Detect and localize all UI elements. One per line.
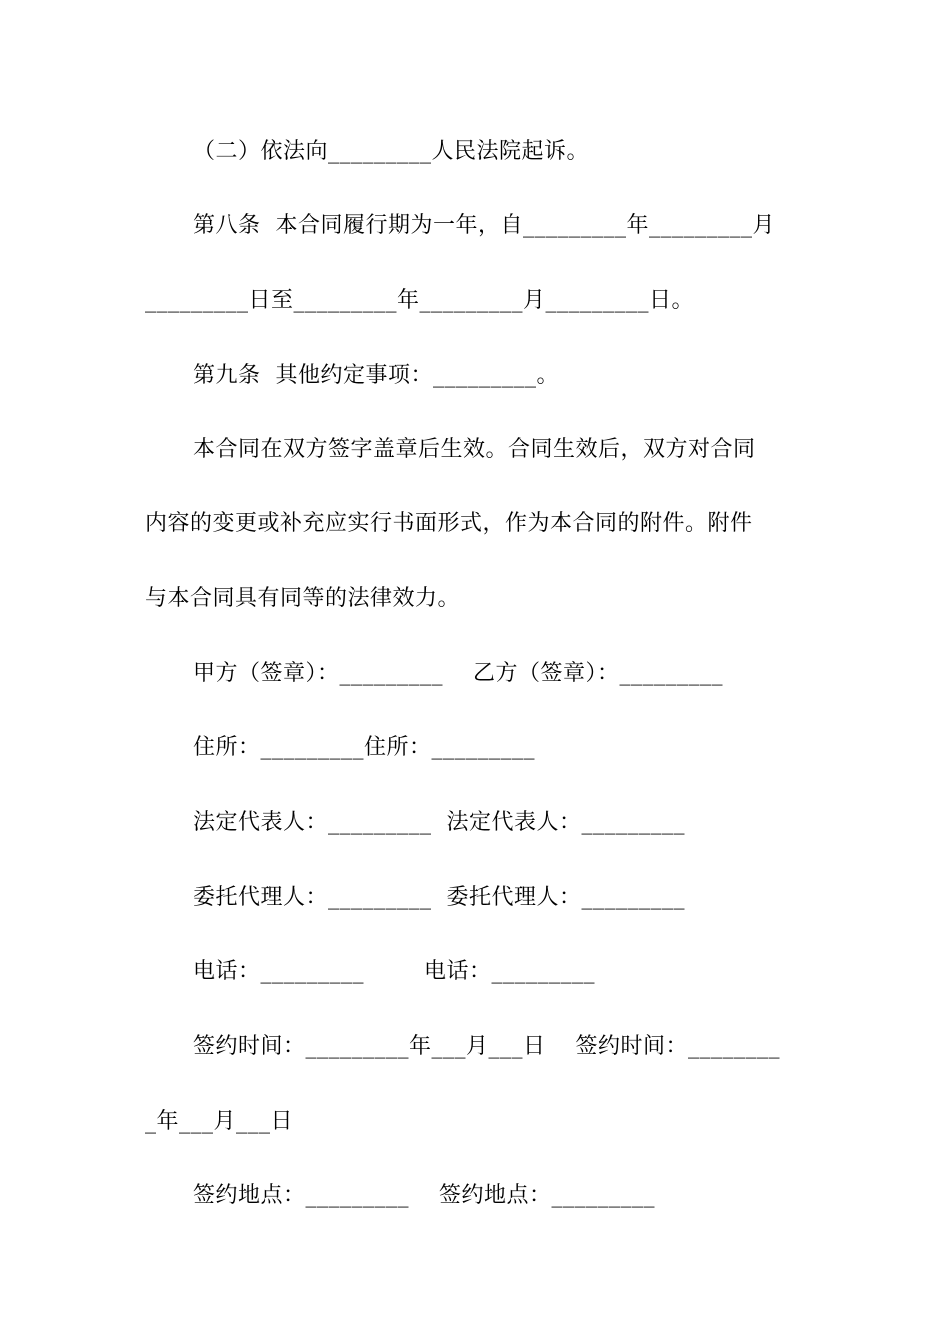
article-8-line-2: _________日至_________年_________月_________日。 (145, 288, 695, 313)
article-8-line-1: 第八条 本合同履行期为一年，自_________年_________月 (193, 213, 775, 238)
signing-time-line-1: 签约时间：_________年___月___日 签约时间：________ (193, 1034, 780, 1059)
signing-time-line-2: _年___月___日 (145, 1109, 294, 1134)
effectiveness-paragraph-line-1: 本合同在双方签字盖章后生效。合同生效后，双方对合同 (193, 437, 756, 462)
effectiveness-paragraph-line-3: 与本合同具有同等的法律效力。 (145, 586, 461, 611)
authorized-agent-line: 委托代理人：_________ 委托代理人：_________ (193, 885, 685, 910)
signing-place-line: 签约地点：_________ 签约地点：_________ (193, 1183, 655, 1208)
article-9-line: 第九条 其他约定事项：_________。 (193, 363, 559, 388)
clause-court-line: （二）依法向_________人民法院起诉。 (193, 139, 590, 164)
address-line: 住所：_________住所：_________ (193, 735, 536, 760)
effectiveness-paragraph-line-2: 内容的变更或补充应实行书面形式，作为本合同的附件。附件 (145, 511, 753, 536)
telephone-line: 电话：_________ 电话：_________ (193, 959, 595, 984)
signature-parties-line: 甲方（签章）：_________ 乙方（签章）：_________ (193, 661, 723, 686)
legal-representative-line: 法定代表人：_________ 法定代表人：_________ (193, 810, 685, 835)
